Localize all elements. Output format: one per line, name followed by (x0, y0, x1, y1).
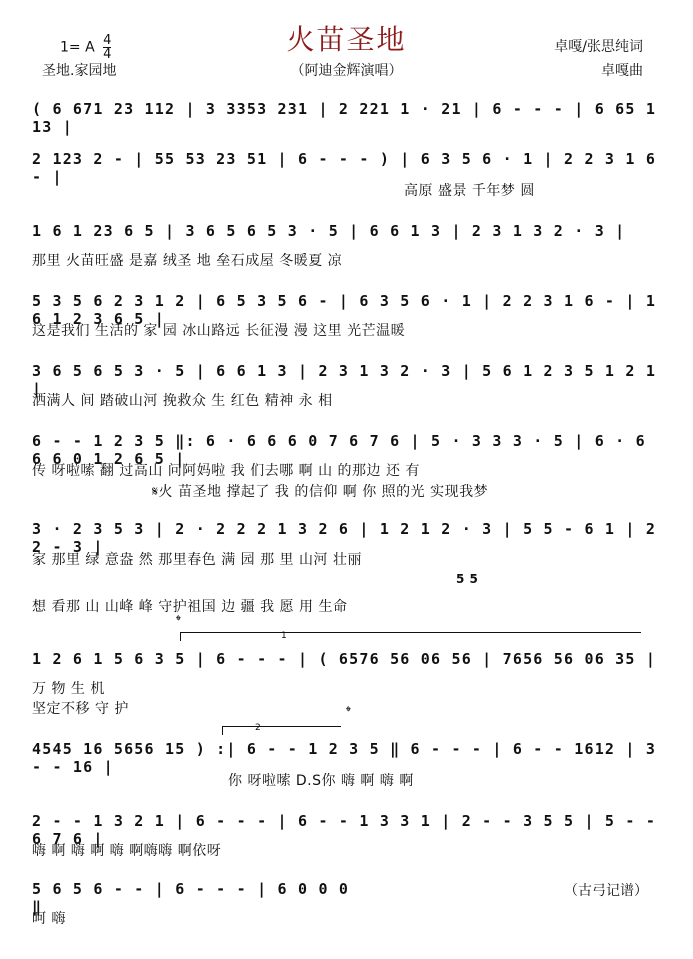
key-label: 1= A (60, 39, 95, 56)
composer-credit: 卓嘎曲 (601, 63, 643, 79)
score-line-6: 6 - - 1 2 3 5 ‖: 6 · 6 6 6 0 7 6 7 6 | 5 · 3 3 3 · 5 | 6 · 6 6 6 0 1 2 6 5 | (32, 432, 646, 468)
lyric-line-5: 传 呀啦嗦 翻 过高山 问阿妈啦 我 们去哪 啊 山 的那边 还 有 (32, 463, 420, 479)
lyric-line-6: 𝄋火 苗圣地 撑起了 我 的信仰 啊 你 照的光 实现我梦 (152, 484, 489, 500)
time-bottom: 4 (103, 47, 112, 62)
score-line-8: 1 2 6 1 5 6 3 5 | 6 - - - | ( 6576 56 06 56 | 7656 56 06 35 | (32, 650, 657, 668)
score-line-3: 1 6 1 23 6 5 | 3 6 5 6 5 3 · 5 | 6 6 1 3 | 2 3 1 3 2 · 3 | (32, 222, 626, 240)
volta-1: 1 (180, 632, 641, 641)
transcriber-credit: （古弓记谱） (564, 883, 648, 899)
score-line-4: 5 3 5 6 2 3 1 2 | 6 5 3 5 6 - | 6 3 5 6 · 1 | 2 2 3 1 6 - | 1 6 1 2 3 6 5 | (32, 292, 657, 328)
score-line-2: 2 123 2 - | 55 53 23 51 | 6 - - - ) | 6 3 5 6 · 1 | 2 2 3 1 6 - | (32, 150, 657, 186)
volta-2: 2 (222, 726, 341, 735)
time-signature (103, 34, 111, 61)
score-line-7: 3 · 2 3 5 3 | 2 · 2 2 2 1 3 2 6 | 1 2 1 2 · 3 | 5 5 - 6 1 | 2 2 - 3 | (32, 520, 657, 556)
lyric-alt-notes: 5 5 (456, 572, 479, 586)
lyric-line-13: 呵 嗨 (32, 911, 66, 927)
score-line-5: 3 6 5 6 5 3 · 5 | 6 6 1 3 | 2 3 1 3 2 · 3 | 5 6 1 2 3 5 1 2 1 | (32, 362, 657, 398)
lyric-line-8: 想 看那 山 山峰 峰 守护祖国 边 疆 我 愿 用 生命 (32, 599, 348, 615)
score-line-9: 4545 16 5656 15 ) :| 6 - - 1 2 3 5 ‖ 6 - - - | 6 - - 1612 | 3 - - 16 | (32, 740, 657, 776)
coda-sign-1: 𝄌 (176, 613, 181, 629)
score-line-10: 2 - - 1 3 2 1 | 6 - - - | 6 - - 1 3 3 1 | 2 - - 3 5 5 | 5 - - 6 7 6 | (32, 812, 657, 848)
song-note: 圣地.家园地 (42, 63, 117, 79)
lyric-line-10: 坚定不移 守 护 (32, 701, 129, 717)
lyric-line-4: 洒满人 间 踏破山河 挽救众 生 红色 精神 永 相 (32, 393, 333, 409)
time-top: 4 (103, 33, 112, 48)
singer-credit: （阿迪金辉演唱） (290, 63, 403, 79)
key-signature (60, 34, 111, 61)
lyric-line-9: 万 物 生 机 (32, 681, 105, 697)
lyricist-credit: 卓嘎/张思纯词 (554, 39, 643, 55)
lyric-line-12: 嗨 啊 嗨 啊 嗨 啊嗨嗨 啊依呀 (32, 843, 222, 859)
lyric-line-11: 你 呀啦嗦 D.S你 嗨 啊 嗨 啊 (228, 773, 414, 789)
song-title: 火苗圣地 (286, 23, 407, 56)
lyric-line-1: 高原 盛景 千年梦 圆 (404, 183, 535, 199)
lyric-line-3: 这是我们 生活的 家 园 冰山路远 长征漫 漫 这里 光芒温暖 (32, 323, 406, 339)
lyric-line-2: 那里 火苗旺盛 是嘉 绒圣 地 垒石成屋 冬暖夏 凉 (32, 253, 343, 269)
score-line-11: 5 6 5 6 - - | 6 - - - | 6 0 0 0 ‖ (32, 880, 350, 916)
score-line-1: ( 6 671 23 112 | 3 3353 231 | 2 221 1 · 21 | 6 - - - | 6 65 1 13 | (32, 100, 657, 136)
coda-sign-2: 𝄌 (346, 704, 351, 720)
lyric-line-7: 家 那里 绿 意盎 然 那里春色 满 园 那 里 山河 壮丽 (32, 552, 362, 568)
